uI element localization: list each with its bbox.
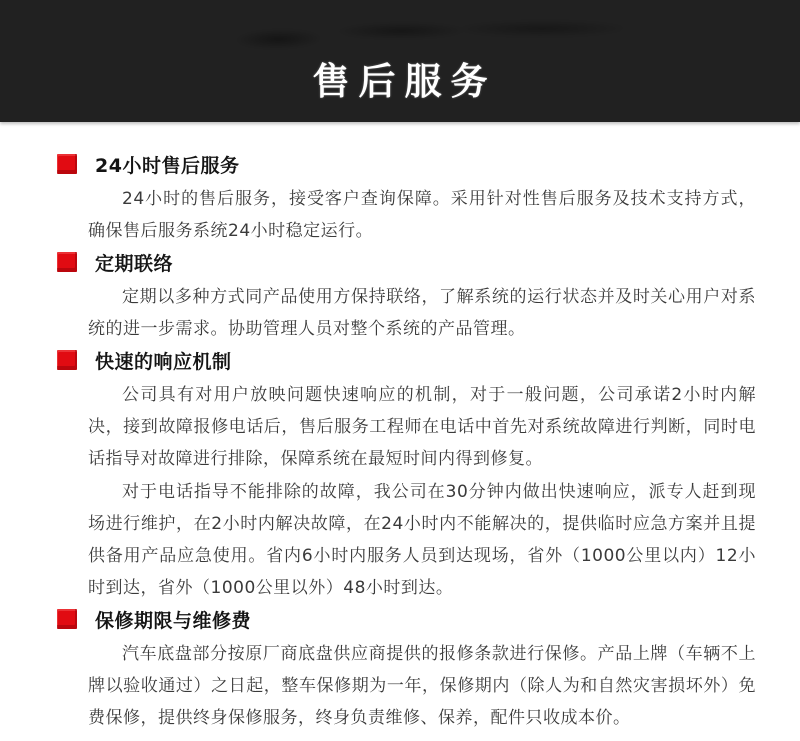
section-heading: 定期联络: [95, 252, 174, 275]
section-paragraph: 24小时的售后服务，接受客户查询保障。采用针对性售后服务及技术支持方式，确保售后服务系统24小时稳定运行。: [88, 189, 756, 241]
section-paragraph: 定期以多种方式同产品使用方保持联络，了解系统的运行状态并及时关心用户对系统的进一步需求。协助管理人员对整个系统的产品管理。: [88, 287, 756, 339]
red-square-bullet-icon: [57, 252, 77, 272]
section-24h-service: [57, 152, 756, 247]
section-heading-row: [57, 348, 756, 372]
red-square-bullet-icon: [57, 154, 77, 174]
section-regular-contact: [57, 250, 756, 345]
section-rapid-response: [57, 348, 756, 604]
section-heading: 24小时售后服务: [95, 154, 240, 177]
header-banner: [0, 0, 800, 122]
section-heading: 保修期限与维修费: [95, 609, 252, 632]
content-area: [0, 122, 800, 734]
section-paragraph: 汽车底盘部分按原厂商底盘供应商提供的报修条款进行保修。产品上牌（车辆不上牌以验收通过）之日起，整车保修期为一年，保修期内（除人为和自然灾害损坏外）免费保修，提供终身保修服务，终身负责维修、保养，配件只收成本价。: [88, 644, 756, 728]
red-square-bullet-icon: [57, 609, 77, 629]
watermark-smudge: [213, 14, 627, 56]
section-paragraph: 对于电话指导不能排除的故障，我公司在30分钟内做出快速响应，派专人赶到现场进行维护，在2小时内解决故障，在24小时内不能解决的，提供临时应急方案并且提供备用产品应急使用。省内6小时内服务人员到达现场，省外（1000公里以内）12小时到达，省外（1000公里以外）48小时到达。: [88, 482, 756, 598]
section-heading-row: [57, 152, 756, 176]
section-heading-row: [57, 250, 756, 274]
page-title: 售后服务: [312, 60, 497, 103]
red-square-bullet-icon: [57, 350, 77, 370]
section-paragraph: 公司具有对用户放映问题快速响应的机制，对于一般问题，公司承诺2小时内解决，接到故障报修电话后，售后服务工程师在电话中首先对系统故障进行判断，同时电话指导对故障进行排除，保障系统在最短时间内得到修复。: [88, 385, 756, 469]
section-warranty-fees: [57, 607, 756, 734]
section-heading-row: [57, 607, 756, 631]
section-heading: 快速的响应机制: [95, 350, 232, 373]
